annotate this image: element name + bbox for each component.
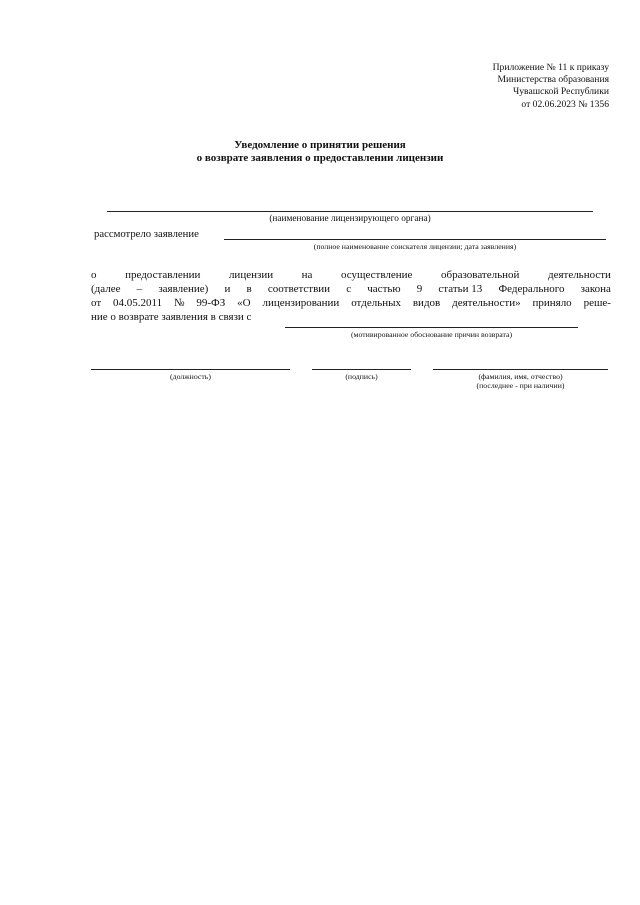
reason-field[interactable]: [285, 327, 578, 328]
paragraph-word: лицензии: [228, 269, 274, 281]
paragraph-word: «О: [237, 297, 251, 309]
reason-caption: (мотивированное обоснование причин возврата): [350, 330, 513, 339]
paragraph-word: Федерального: [498, 283, 565, 295]
paragraph-word: статьи 13: [438, 283, 483, 295]
paragraph-word: на: [301, 269, 313, 281]
paragraph-word: заявление): [158, 283, 209, 295]
name-field[interactable]: [433, 369, 608, 370]
title-line-1: Уведомление о принятии решения: [234, 139, 406, 151]
paragraph-word: деятельности: [547, 269, 611, 281]
appendix-header: [493, 62, 609, 111]
licensing-body-field[interactable]: [107, 211, 593, 212]
appendix-line-4: от 02.06.2023 № 1356: [521, 98, 609, 110]
paragraph-word: закона: [580, 283, 611, 295]
paragraph-word: предоставлении: [125, 269, 201, 281]
paragraph-line-1: [91, 268, 611, 282]
paragraph-line-3: [91, 296, 611, 310]
paragraph-word: (далее: [91, 283, 121, 295]
name-caption: (фамилия, имя, отчество): [478, 372, 563, 381]
position-caption: (должность): [170, 372, 211, 381]
applicant-field[interactable]: [224, 239, 606, 240]
paragraph-word: о: [91, 269, 97, 281]
paragraph-word: 99-ФЗ: [196, 297, 226, 309]
title-line-2: о возврате заявления о предоставлении лицензии: [196, 151, 444, 164]
name-note-caption: (последнее - при наличии): [476, 381, 565, 390]
paragraph-word: 9: [416, 283, 423, 295]
paragraph-word: образовательной: [441, 269, 520, 281]
paragraph-word: и: [224, 283, 231, 295]
paragraph-word: –: [136, 283, 143, 295]
appendix-line-2: Министерства образования: [497, 74, 609, 86]
paragraph-word: в: [246, 283, 252, 295]
paragraph-word: лицензировании: [262, 297, 340, 309]
licensing-body-caption: (наименование лицензирующего органа): [269, 214, 431, 224]
paragraph-word: №: [174, 297, 185, 309]
appendix-line-1: Приложение № 11 к приказу: [492, 62, 609, 73]
paragraph-word: частью: [367, 283, 401, 295]
paragraph-word: 04.05.2011: [113, 297, 163, 309]
position-field[interactable]: [91, 369, 290, 370]
paragraph-word: с: [346, 283, 352, 295]
signature-field[interactable]: [312, 369, 411, 370]
applicant-caption: (полное наименование соискателя лицензии; дата заявления): [313, 242, 517, 251]
paragraph-word: от: [91, 297, 102, 309]
paragraph-word: отдельных: [351, 297, 401, 309]
paragraph-word: деятельности»: [452, 297, 521, 309]
paragraph-word: соответствии: [267, 283, 331, 295]
appendix-line-3: Чувашской Республики: [513, 86, 609, 98]
paragraph-line-2: [91, 282, 611, 296]
paragraph-word: реше-: [583, 297, 611, 309]
paragraph-word: видов: [412, 297, 441, 309]
main-paragraph: [91, 268, 611, 324]
signature-caption: (подпись): [345, 372, 378, 381]
considered-label: рассмотрело заявление: [94, 228, 199, 240]
paragraph-line-4: ние о возврате заявления в связи с: [91, 311, 252, 323]
paragraph-word: приняло: [532, 297, 572, 309]
document-title: [0, 139, 640, 165]
paragraph-word: осуществление: [341, 269, 413, 281]
